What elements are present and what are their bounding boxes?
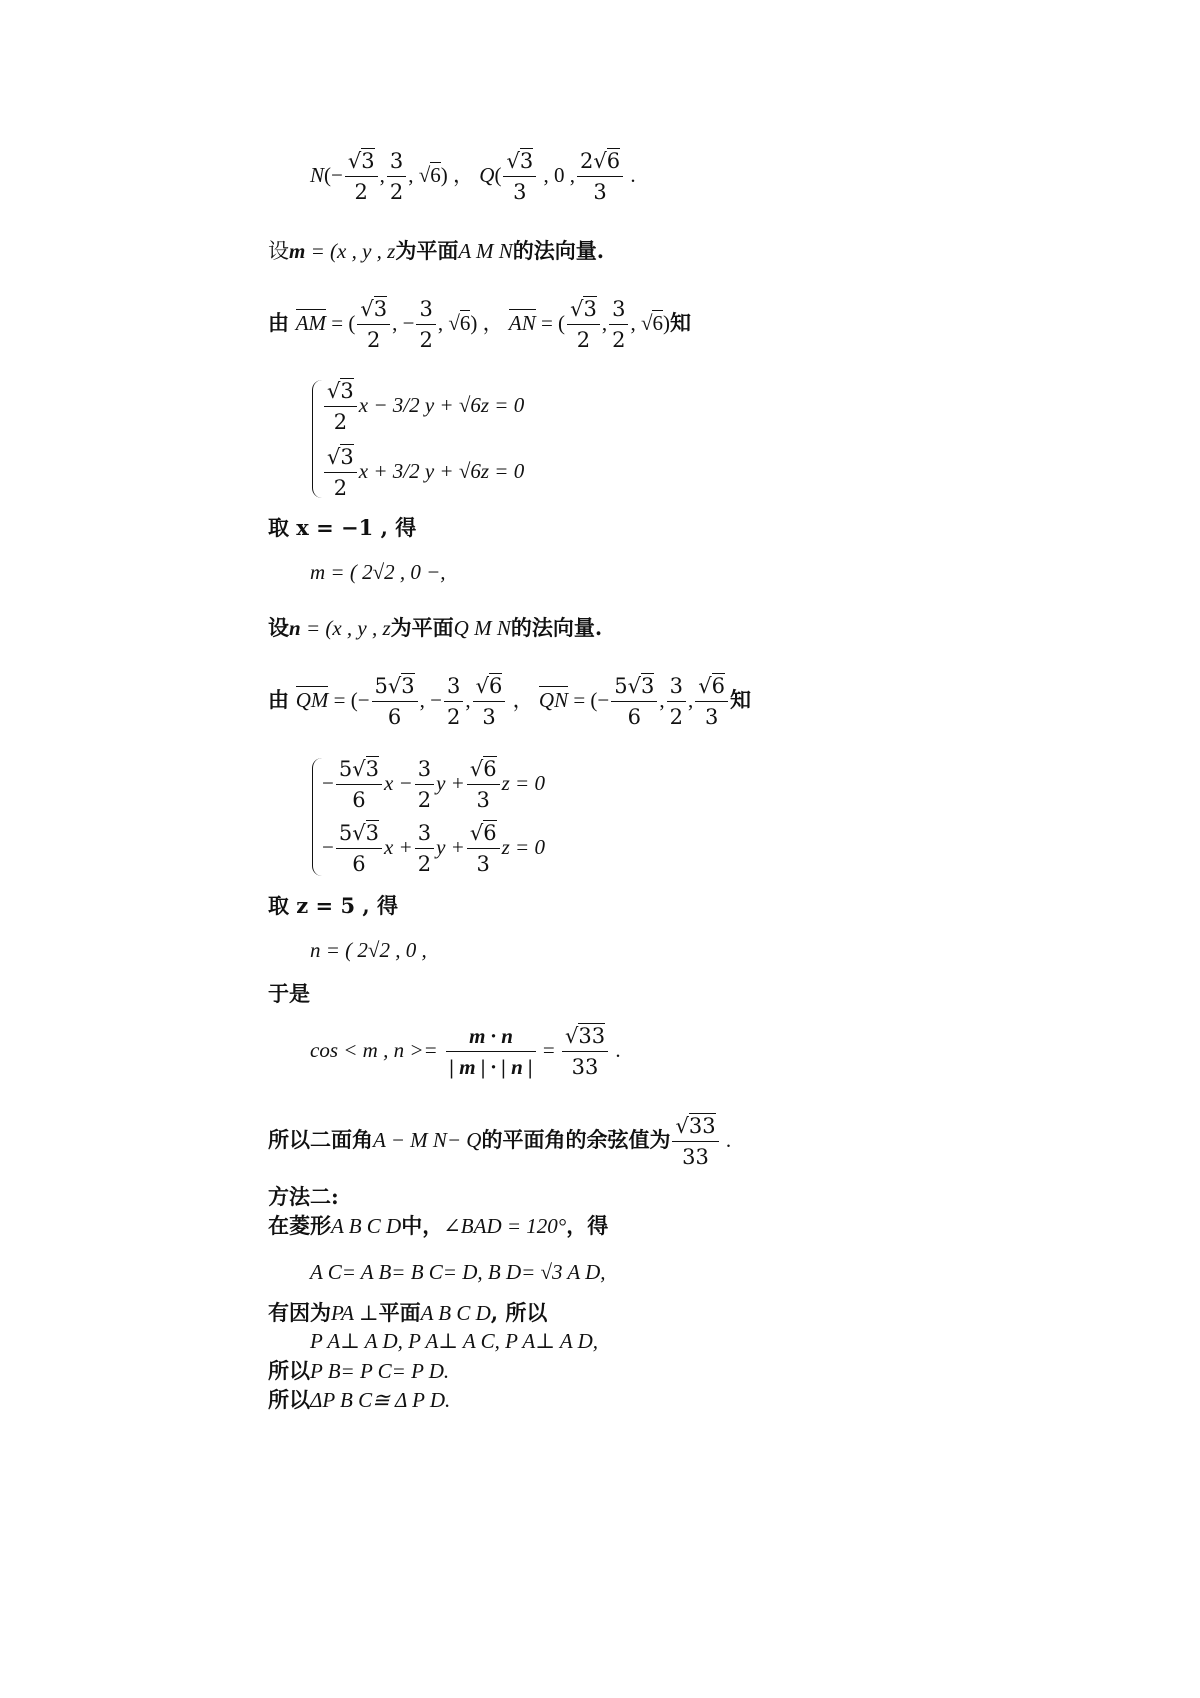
text: 所以 [268, 1358, 310, 1383]
text: 知 [730, 687, 752, 713]
rhombus-line [268, 1215, 608, 1237]
system1-equation1: $\frac{√3}{2}$ x − 3/2 y + √6z = 0 [322, 380, 524, 433]
vector-m-result: m = ( 2√2 , 0 −, [310, 560, 446, 584]
text: 的法向量. [512, 238, 605, 263]
therefore-line: 于是 [268, 981, 310, 1006]
cos-left: cos < m , n >= [310, 1038, 438, 1063]
text: 平面 [378, 1300, 421, 1325]
text: 由 [268, 310, 289, 336]
plane-name: A M N [458, 239, 513, 263]
text: 由 [268, 687, 289, 713]
perpendicular-reason-line [268, 1302, 547, 1324]
vector-am: AM [295, 311, 327, 336]
text: 的平面角的余弦值为 [481, 1127, 671, 1153]
text: 有因为 [268, 1300, 331, 1325]
text: 设 [268, 615, 289, 640]
math: P B= P C= P D. [310, 1359, 450, 1383]
take-z-line: 取 z = 5 , 得 [268, 893, 398, 918]
text: , 所以 [490, 1300, 548, 1325]
system2-equation2: − $\frac{5√3}{6}$ x + $\frac{3}{2}$ y + $\frac{√6}{3}$ z = 0 [322, 821, 545, 877]
normal-vector-m-definition [268, 240, 604, 262]
value-denominator: 33 [682, 1145, 709, 1170]
cos-denominator: | m | · | n | [449, 1055, 533, 1080]
vector-qn: QN [538, 688, 569, 713]
system2-equation1: − $\frac{5√3}{6}$ x − $\frac{3}{2}$ y + $\frac{√6}{3}$ z = 0 [322, 757, 545, 813]
text: ，得 [566, 1213, 609, 1238]
math: = (x , y , z [305, 239, 396, 263]
vector-n: n [289, 616, 301, 640]
vectors-am-an-line: 由 AM = ( $\frac{√3}{2}$ , − $\frac{3}{2}$ , √6) ， AN = ( $\frac{√3}{2}$ , $\frac{3}{2}$ , √6)知 [268, 297, 691, 353]
math: A B C D [420, 1301, 491, 1325]
math: ΔP B C≅ Δ P D. [310, 1388, 451, 1412]
congruence-line [268, 1389, 450, 1411]
cos-numerator: m · n [446, 1025, 535, 1052]
result-denominator: 33 [571, 1055, 599, 1080]
text: 在菱形 [268, 1213, 331, 1238]
equal-lengths-line [268, 1360, 449, 1382]
value-numerator: 33 [688, 1114, 716, 1138]
method-two-heading: 方法二: [268, 1184, 339, 1209]
text: 为平面 [390, 615, 454, 640]
vectors-qm-qn-line: 由 QM = (− $\frac{5√3}{6}$ , − $\frac{3}{2}$ , $\frac{√6}{3}$ ， QN = (− $\frac{5√3}{6}$ , $\frac{3}{2}$ , $\frac{√6}{3}$ 知 [268, 674, 752, 730]
vector-n-result: n = ( 2√2 , 0 , [310, 938, 427, 962]
normal-vector-n-definition [268, 617, 602, 639]
vector-m: m [289, 239, 306, 263]
point-coordinates-line: N(− $\frac{√3}{2}$ , $\frac{3}{2}$ , √6) ， Q( $\frac{√3}{3}$ , 0 , $\frac{2√6}{3}$ . [310, 149, 636, 205]
text: 的法向量. [510, 615, 603, 640]
result-numerator: 33 [578, 1024, 606, 1048]
text: 所以 [268, 1387, 310, 1412]
math: PA ⊥ [331, 1301, 379, 1325]
lengths-line: A C= A B= B C= D, B D= √3 A D, [310, 1260, 606, 1284]
vector-qm: QM [295, 688, 329, 713]
take-x-line: 取 x = −1 , 得 [268, 515, 417, 540]
perpendicular-list-line: P A⊥ A D, P A⊥ A C, P A⊥ A D, [310, 1329, 598, 1353]
math: A − M N− Q [373, 1128, 482, 1153]
vector-an: AN [508, 311, 536, 336]
text: 知 [669, 310, 691, 336]
plane-name: Q M N [453, 616, 511, 640]
math: A B C D [331, 1214, 402, 1238]
math: = (x , y , z [300, 616, 391, 640]
text: 设 [268, 239, 289, 263]
text: 所以二面角 [268, 1127, 373, 1153]
text: 为平面 [395, 238, 459, 263]
angle: ∠BAD = 120° [443, 1214, 567, 1238]
dihedral-angle-conclusion: 所以二面角A − M N− Q的平面角的余弦值为 $\frac{√33}{33}$ . [268, 1114, 732, 1170]
text: 中， [401, 1213, 444, 1238]
system1-equation2: $\frac{√3}{2}$ x + 3/2 y + √6z = 0 [322, 446, 524, 499]
cosine-formula: cos < m , n >= $\frac{m \cdot n}{| m | \cdot | n |}$ = $\frac{√33}{33}$ . [310, 1024, 621, 1080]
